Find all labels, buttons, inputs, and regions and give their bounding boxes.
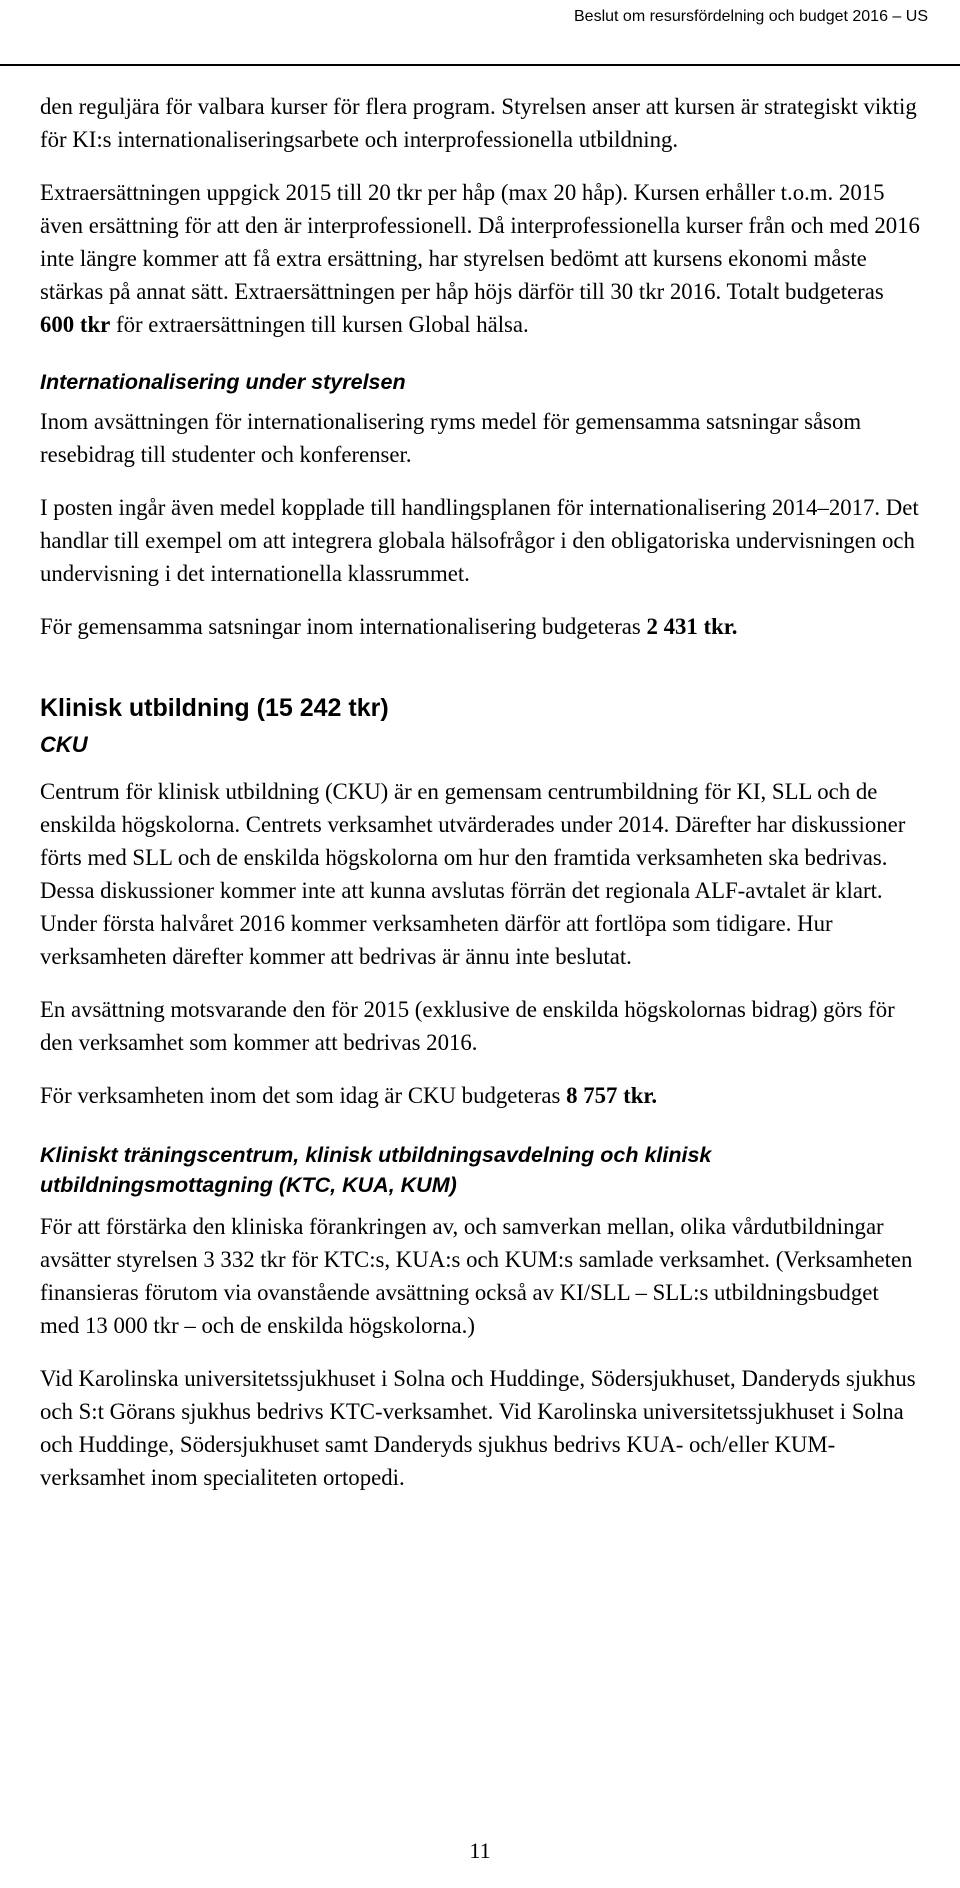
internationalisering-paragraph-3 [40,610,920,643]
internationalisering-amount: 2 431 tkr. [646,614,738,639]
intro-paragraph-2-amount: 600 tkr [40,312,111,337]
internationalisering-paragraph-2: I posten ingår även medel kopplade till handlingsplanen för internationalisering 2014–2017. Det handlar till exempel om att integrera globala hälsofrågor i den obligatoriska undervisningen och undervisning i det internationella klassrummet. [40,495,919,586]
cku-paragraph-2: En avsättning motsvarande den för 2015 (exklusive de enskilda högskolornas bidrag) görs för den verksamhet som kommer att bedrivas 2016. [40,997,895,1055]
intro-paragraph-2-text: Extraersättningen uppgick 2015 till 20 tkr per håp (max 20 håp). Kursen erhåller t.o.m. 2015 även ersättning för att den är interprofessionell. Då interprofessionella kurser från och med 2016 inte längre kommer att få extra ersättning, har styrelsen bedömt att kursens ekonomi måste stärkas på annat sätt. Extraersättningen per håp höjs därför till 30 tkr 2016. Totalt budgeteras [40,180,920,304]
internationalisering-heading: Internationalisering under styrelsen [40,370,406,394]
cku-paragraph-3-text: För verksamheten inom det som idag är CKU budgeteras [40,1083,561,1108]
internationalisering-paragraph-1: Inom avsättningen för internationalisering ryms medel för gemensamma satsningar såsom resebidrag till studenter och konferenser. [40,409,862,467]
intro-paragraph-2-tail: för extraersättningen till kursen Global hälsa. [116,312,529,337]
internationalisering-paragraph-3-text: För gemensamma satsningar inom internationalisering budgeteras [40,614,641,639]
page-number: 11 [469,1838,491,1863]
page-content [40,90,920,1514]
ktc-heading: Kliniskt träningscentrum, klinisk utbildningsavdelning och klinisk utbildningsmottagning (KTC, KUA, KUM) [40,1143,712,1197]
intro-paragraph-2 [40,176,920,341]
ktc-paragraph-1: För att förstärka den kliniska förankringen av, och samverkan mellan, olika vårdutbildningar avsätter styrelsen 3 332 tkr för KTC:s, KUA:s och KUM:s samlade verksamhet. (Verksamheten finansieras förutom via ovanstående avsättning också av KI/SLL – SLL:s utbildningsbudget med 13 000 tkr – och de enskilda högskolorna.) [40,1214,913,1338]
ktc-paragraph-2: Vid Karolinska universitetssjukhuset i Solna och Huddinge, Södersjukhuset, Danderyds sjukhus och S:t Görans sjukhus bedrivs KTC-verksamhet. Vid Karolinska universitetssjukhuset i Solna och Huddinge, Södersjukhuset samt Danderyds sjukhus bedrivs KUA- och/eller KUM-verksamhet inom specialiteten ortopedi. [40,1366,916,1490]
cku-amount: 8 757 tkr. [566,1083,658,1108]
header-rule [0,64,960,66]
cku-paragraph-1: Centrum för klinisk utbildning (CKU) är en gemensam centrumbildning för KI, SLL och de enskilda högskolorna. Centrets verksamhet utvärderades under 2014. Därefter har diskussioner förts med SLL och de enskilda högskolorna om hur den framtida verksamheten ska bedrivas. Dessa diskussioner kommer inte att kunna avslutas förrän det regionala ALF-avtalet är klart. Under första halvåret 2016 kommer verksamheten därför att fortlöpa som tidigare. Hur verksamheten därefter kommer att bedrivas är ännu inte beslutat. [40,779,906,969]
running-header: Beslut om resursfördelning och budget 2016 – US [574,8,928,25]
cku-heading: CKU [40,732,88,757]
intro-paragraph-1: den reguljära för valbara kurser för flera program. Styrelsen anser att kursen är strategiskt viktig för KI:s internationaliseringsarbete och interprofessionella utbildning. [40,94,917,152]
klinisk-utbildning-heading: Klinisk utbildning (15 242 tkr) [40,694,389,722]
cku-paragraph-3 [40,1079,920,1112]
